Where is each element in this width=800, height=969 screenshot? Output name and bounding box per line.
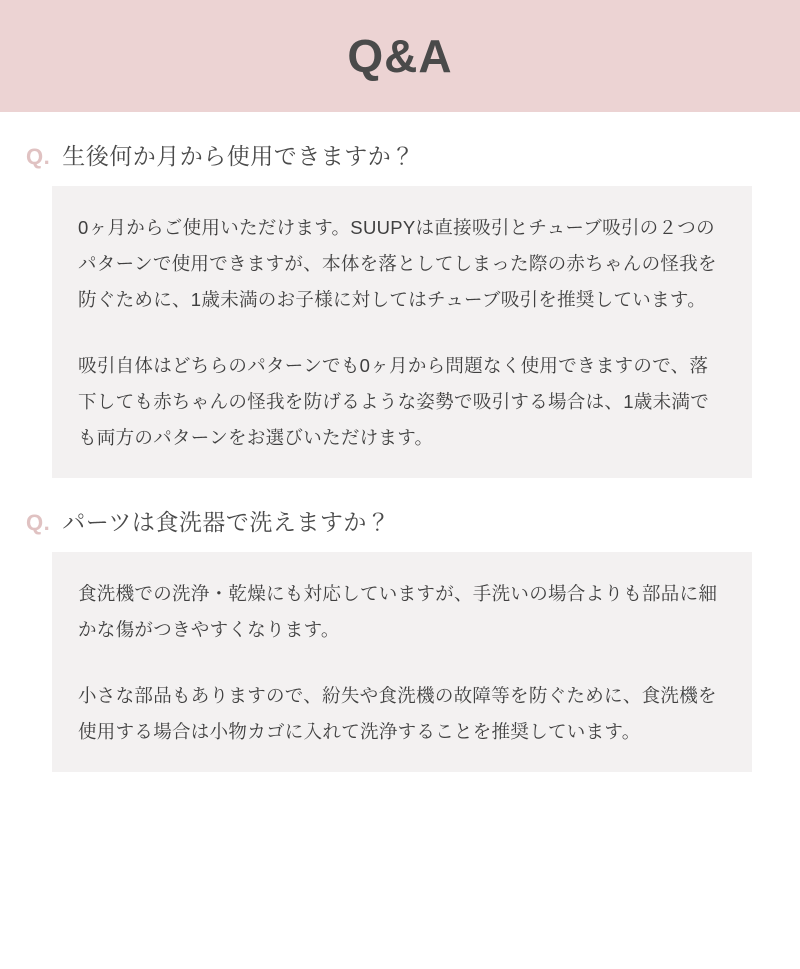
page-header [0, 0, 800, 112]
page-title: Q&A [347, 30, 453, 82]
qa-list [0, 112, 800, 796]
question-text: パーツは食洗器で洗えますか？ [62, 509, 391, 536]
question-row [0, 478, 800, 552]
question-marker: Q. [26, 143, 51, 169]
bottom-spacer [0, 796, 800, 826]
qa-item [0, 478, 800, 772]
question-marker: Q. [26, 510, 51, 536]
answer-box [52, 186, 752, 478]
question-text: 生後何か月から使用できますか？ [62, 143, 415, 169]
question-row [0, 112, 800, 186]
answer-paragraph: 吸引自体はどちらのパターンでも0ヶ月から問題なく使用できますので、落下しても赤ちゃんの怪我を防げるような姿勢で吸引する場合は、1歳未満でも両方のパターンをお選びいただけます。 [78, 355, 709, 449]
answer-box [52, 552, 752, 772]
answer-paragraph: 小さな部品もありますので、紛失や食洗機の故障等を防ぐために、食洗機を使用する場合は小物カゴに入れて洗浄することを推奨しています。 [78, 685, 717, 743]
answer-paragraph: 食洗機での洗浄・乾燥にも対応していますが、手洗いの場合よりも部品に細かな傷がつきやすくなります。 [78, 583, 718, 641]
answer-paragraph: 0ヶ月からご使用いただけます。SUUPYは直接吸引とチューブ吸引の２つのパターンで使用できますが、本体を落としてしまった際の赤ちゃんの怪我を防ぐために、1歳未満のお子様に対してはチューブ吸引を推奨しています。 [78, 216, 717, 311]
qa-item [0, 112, 800, 478]
